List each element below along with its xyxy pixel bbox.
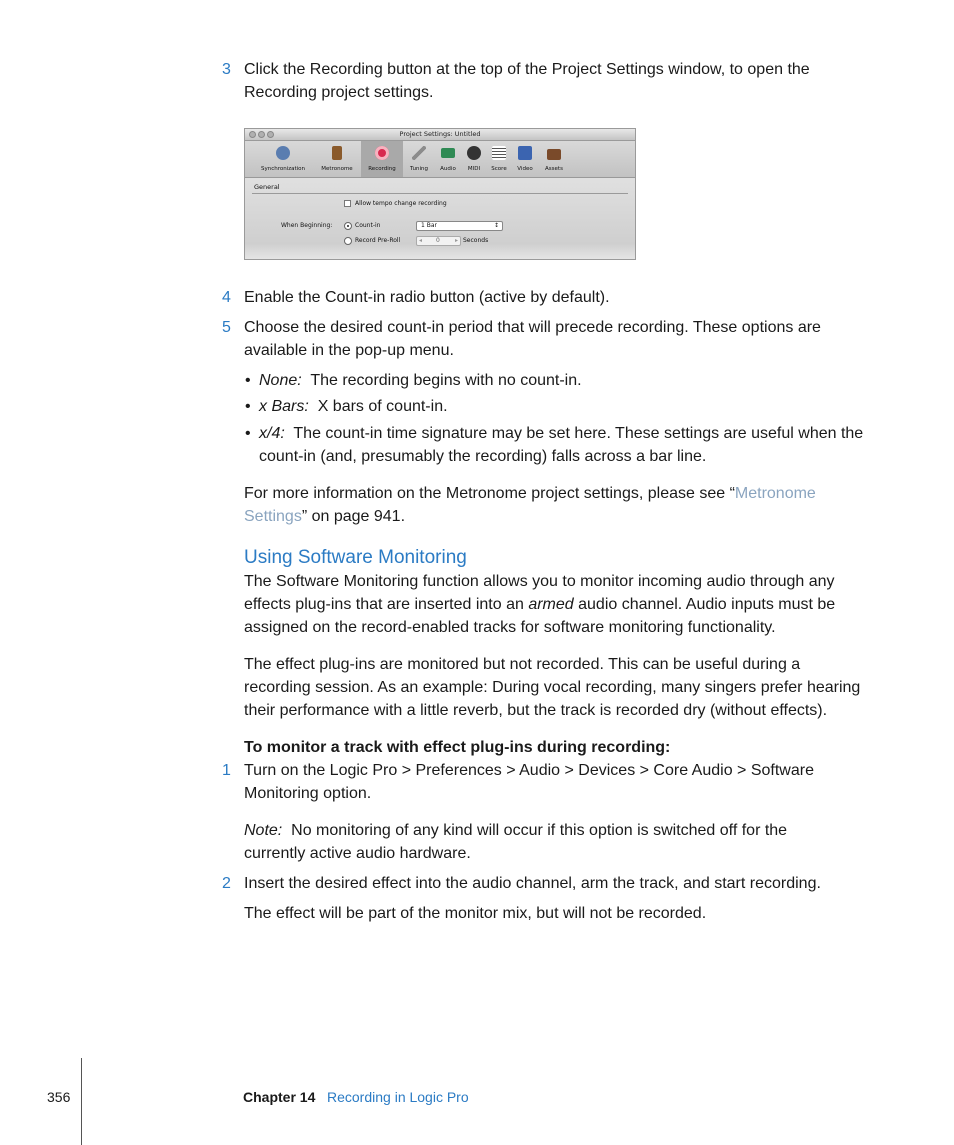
task-heading: To monitor a track with effect plug-ins during recording: <box>244 739 671 756</box>
tuning-fork-icon <box>412 146 426 160</box>
count-in-popup[interactable] <box>416 221 503 231</box>
toolbar-label: Audio <box>440 166 456 172</box>
paragraph-text: audio channel. Audio inputs must be <box>573 596 836 613</box>
step-text-line: Recording project settings. <box>244 84 434 101</box>
step-text-line: Choose the desired count-in period that will precede recording. These options are <box>244 319 821 336</box>
window-titlebar <box>245 129 635 141</box>
chapter-label: Chapter 14 <box>243 1089 316 1105</box>
preroll-stepper[interactable] <box>416 236 461 246</box>
toolbar-label: Synchronization <box>260 166 306 172</box>
bullet-icon: • <box>245 372 251 389</box>
paragraph-text: effects plug-ins that are inserted into an <box>244 596 529 613</box>
window-title: Project Settings: Untitled <box>399 130 481 138</box>
step-number: 5 <box>222 319 231 336</box>
paragraph-line <box>244 593 835 616</box>
more-info-text: For more information on the Metronome project settings, please see “ <box>244 485 735 502</box>
stepper-left-arrow-icon: ◂ <box>419 237 423 244</box>
toolbar-label: Metronome <box>321 166 353 172</box>
toolbar-item-synchronization[interactable] <box>251 141 315 177</box>
note-text: No monitoring of any kind will occur if this option is switched off for the <box>291 822 788 839</box>
note-line: currently active audio hardware. <box>244 845 471 862</box>
count-in-value: 1 Bar <box>421 222 437 229</box>
toolbar-label: Recording <box>368 166 396 172</box>
paragraph-line: The effect plug-ins are monitored but not recorded. This can be useful during a <box>244 656 801 673</box>
toolbar-item-recording[interactable] <box>361 141 403 177</box>
bullet-item <box>259 422 863 445</box>
bullet-item <box>259 369 582 392</box>
toolbar-item-metronome[interactable] <box>315 141 359 177</box>
record-preroll-radio[interactable] <box>344 237 352 245</box>
settings-panel <box>245 178 635 260</box>
sync-icon <box>276 146 290 160</box>
step-text: Enable the Count-in radio button (active by default). <box>244 289 610 306</box>
midi-icon <box>467 146 481 160</box>
paragraph-line: their performance with a little reverb, but the track is recorded dry (without effects). <box>244 702 828 719</box>
video-icon <box>518 146 532 160</box>
note-label: Note: <box>244 822 283 839</box>
toolbar-label: MIDI <box>467 166 481 172</box>
chapter-title: Recording in Logic Pro <box>327 1089 469 1105</box>
bullet-text: The count-in time signature may be set here. These settings are useful when the <box>293 425 864 442</box>
step-number: 4 <box>222 289 231 306</box>
toolbar-label: Score <box>491 166 507 172</box>
section-heading: Using Software Monitoring <box>244 547 467 568</box>
toolbar-label: Tuning <box>409 166 428 172</box>
project-settings-screenshot <box>244 128 636 260</box>
section-divider <box>252 193 628 194</box>
audio-icon <box>441 148 455 158</box>
step-text: Insert the desired effect into the audio channel, arm the track, and start recording. <box>244 875 821 892</box>
preroll-value: 0 <box>436 237 440 244</box>
seconds-label: Seconds <box>463 237 489 244</box>
count-in-label: Count-in <box>355 222 381 229</box>
metronome-settings-link[interactable]: Metronome <box>734 485 816 502</box>
metronome-settings-link[interactable]: Settings <box>244 508 302 525</box>
section-label: General <box>254 183 280 191</box>
toolbar-label: Assets <box>545 166 563 172</box>
toolbar-item-assets[interactable] <box>539 141 569 177</box>
bullet-term: x Bars: <box>259 398 309 415</box>
settings-toolbar <box>245 141 635 178</box>
note-line <box>244 819 787 842</box>
bullet-text: X bars of count-in. <box>317 398 448 415</box>
metronome-icon <box>332 146 342 160</box>
chevron-updown-icon: ↕ <box>493 222 499 229</box>
paragraph-line: assigned on the record-enabled tracks for software monitoring functionality. <box>244 619 776 636</box>
allow-tempo-label: Allow tempo change recording <box>355 200 447 207</box>
when-beginning-label: When Beginning: <box>281 222 333 229</box>
emphasis-text: armed <box>528 596 574 613</box>
toolbar-item-score[interactable] <box>487 141 511 177</box>
bullet-text-line: count-in (and, presumably the recording) falls across a bar line. <box>259 448 707 465</box>
toolbar-item-tuning[interactable] <box>405 141 433 177</box>
bullet-term: x/4: <box>259 425 285 442</box>
more-info-text: ” on page 941. <box>301 508 406 525</box>
step-text-line: Click the Recording button at the top of the Project Settings window, to open the <box>244 61 810 78</box>
paragraph-line: The Software Monitoring function allows you to monitor incoming audio through any <box>244 573 835 590</box>
footer-divider <box>81 1058 82 1145</box>
step-number: 3 <box>222 61 231 78</box>
page-number: 356 <box>47 1089 71 1105</box>
more-info-line <box>244 482 816 505</box>
bullet-icon: • <box>245 425 251 442</box>
toolbar-item-midi[interactable] <box>462 141 486 177</box>
toolbar-label: Video <box>517 166 533 172</box>
toolbar-item-video[interactable] <box>512 141 538 177</box>
step-text-line: available in the pop-up menu. <box>244 342 454 359</box>
bullet-item <box>259 395 448 418</box>
bullet-icon: • <box>245 398 251 415</box>
more-info-line <box>244 505 405 528</box>
assets-icon <box>547 149 561 160</box>
bullet-text: The recording begins with no count-in. <box>310 372 582 389</box>
step-text-line: Turn on the Logic Pro > Preferences > Audio > Devices > Core Audio > Software <box>244 762 814 779</box>
stepper-right-arrow-icon: ▸ <box>454 237 458 244</box>
toolbar-item-audio[interactable] <box>435 141 461 177</box>
result-text: The effect will be part of the monitor mix, but will not be recorded. <box>244 905 707 922</box>
step-number: 1 <box>222 762 231 779</box>
allow-tempo-checkbox[interactable] <box>344 200 351 207</box>
step-text-line: Monitoring option. <box>244 785 372 802</box>
record-icon <box>375 146 389 160</box>
count-in-radio[interactable] <box>344 222 352 230</box>
paragraph-line: recording session. As an example: During vocal recording, many singers prefer hearing <box>244 679 861 696</box>
record-preroll-label: Record Pre-Roll <box>355 237 401 244</box>
score-icon <box>492 146 506 160</box>
bullet-term: None: <box>259 372 302 389</box>
step-number: 2 <box>222 875 231 892</box>
